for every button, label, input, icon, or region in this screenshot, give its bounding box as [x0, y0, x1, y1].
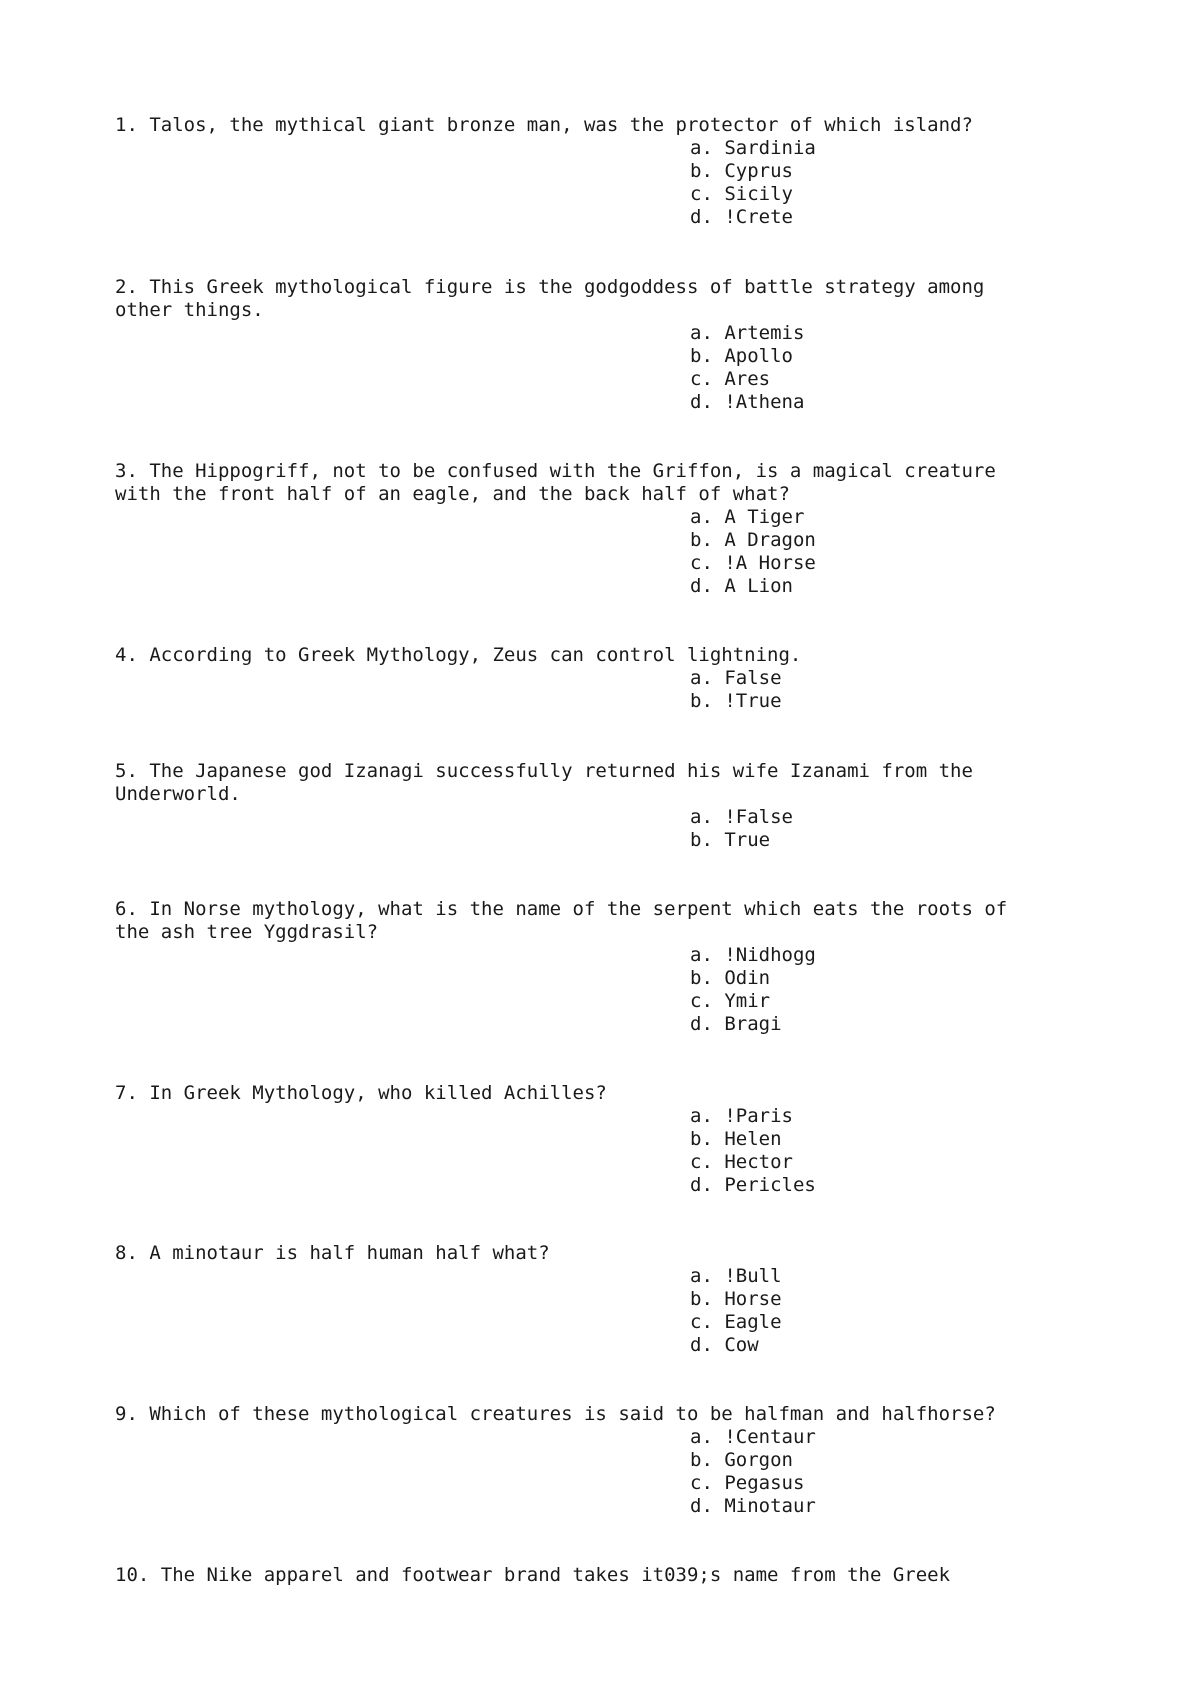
question-text: 7. In Greek Mythology, who killed Achilles? [115, 1082, 607, 1104]
answer-option: b. A Dragon [690, 529, 816, 551]
answer-option: d. !Crete [690, 206, 793, 228]
answer-options [115, 944, 1075, 1036]
question-text: 3. The Hippogriff, not to be confused with the Griffon, is a magical creature with the front half of an eagle, and the back half of what? [115, 460, 996, 505]
question-text: 9. Which of these mythological creatures is said to be halfman and halfhorse? [115, 1403, 996, 1425]
answer-options [115, 1265, 1075, 1357]
answer-options [115, 322, 1075, 414]
question-text: 5. The Japanese god Izanagi successfully returned his wife Izanami from the Underworld. [115, 760, 973, 805]
answer-option: c. Hector [690, 1151, 793, 1173]
answer-option: d. Cow [690, 1334, 759, 1356]
answer-options [115, 806, 1075, 852]
question-5 [115, 760, 1075, 852]
answer-option: a. !Nidhogg [690, 944, 816, 966]
answer-option: c. Pegasus [690, 1472, 805, 1494]
answer-option: d. Pericles [690, 1174, 816, 1196]
answer-option: d. A Lion [690, 575, 793, 597]
answer-options [115, 137, 1075, 229]
question-1 [115, 114, 1075, 229]
question-7 [115, 1082, 1075, 1197]
answer-options [115, 506, 1075, 598]
answer-option: b. Odin [690, 967, 771, 989]
question-text: 6. In Norse mythology, what is the name of the serpent which eats the roots of the ash tree Yggdrasil? [115, 898, 1008, 943]
answer-option: a. A Tiger [690, 506, 805, 528]
answer-option: b. Horse [690, 1288, 782, 1310]
answer-option: b. Apollo [690, 345, 793, 367]
question-3 [115, 460, 1075, 598]
answer-option: a. Artemis [690, 322, 805, 344]
answer-options [115, 667, 1075, 713]
question-text: 1. Talos, the mythical giant bronze man, was the protector of which island? [115, 114, 973, 136]
answer-option: b. Gorgon [690, 1449, 793, 1471]
question-9 [115, 1403, 1075, 1518]
answer-option: a. !Centaur [690, 1426, 816, 1448]
answer-options [115, 1426, 1075, 1518]
answer-option: b. Cyprus [690, 160, 793, 182]
question-4 [115, 644, 1075, 713]
question-text: 10. The Nike apparel and footwear brand takes it039;s name from the Greek [115, 1564, 951, 1586]
answer-option: c. !A Horse [690, 552, 816, 574]
answer-option: a. !Bull [690, 1265, 782, 1287]
answer-option: b. Helen [690, 1128, 782, 1150]
question-text: 8. A minotaur is half human half what? [115, 1242, 550, 1264]
answer-option: d. Minotaur [690, 1495, 816, 1517]
question-10 [115, 1564, 1075, 1587]
answer-option: d. !Athena [690, 391, 805, 413]
answer-option: a. False [690, 667, 782, 689]
answer-options [115, 1105, 1075, 1197]
answer-option: c. Sicily [690, 183, 793, 205]
answer-option: c. Ymir [690, 990, 771, 1012]
answer-option: b. !True [690, 690, 782, 712]
question-text: 2. This Greek mythological figure is the godgoddess of battle strategy among other things. [115, 276, 985, 321]
answer-option: b. True [690, 829, 771, 851]
answer-option: d. Bragi [690, 1013, 782, 1035]
question-text: 4. According to Greek Mythology, Zeus can control lightning. [115, 644, 802, 666]
answer-option: a. Sardinia [690, 137, 816, 159]
question-6 [115, 898, 1075, 1036]
answer-option: a. !Paris [690, 1105, 793, 1127]
answer-option: c. Ares [690, 368, 771, 390]
answer-option: c. Eagle [690, 1311, 782, 1333]
answer-option: a. !False [690, 806, 793, 828]
question-2 [115, 276, 1075, 414]
question-8 [115, 1242, 1075, 1357]
